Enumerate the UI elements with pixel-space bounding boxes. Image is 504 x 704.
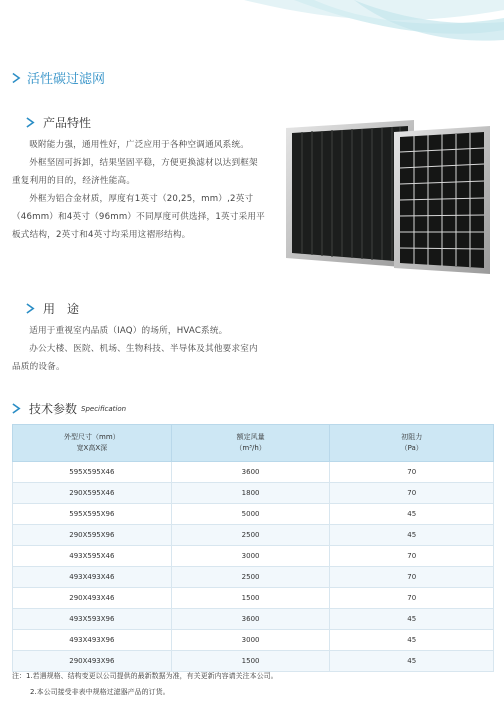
page-title-text: 活性碳过滤网 — [27, 72, 106, 87]
carbon-filter-product-image — [282, 118, 494, 276]
column-header-resistance-line1: 初阻力 — [401, 433, 423, 441]
cell-airflow: 1500 — [171, 651, 330, 672]
cell-resistance: 45 — [330, 651, 494, 672]
cell-resistance: 70 — [330, 567, 494, 588]
table-row — [13, 609, 494, 630]
column-header-airflow-line1: 额定风量 — [236, 433, 265, 441]
spec-heading-en: Specification — [81, 404, 127, 413]
table-row — [13, 567, 494, 588]
usage-heading-text: 用 途 — [43, 302, 80, 316]
chevron-right-icon — [12, 403, 21, 414]
cell-airflow: 3000 — [171, 630, 330, 651]
chevron-right-icon — [12, 72, 21, 84]
cell-resistance: 45 — [330, 525, 494, 546]
footnote-1: 注：1.若遇规格、结构变更以公司提供的最新数据为准，有关更新内容请关注本公司。 — [12, 672, 278, 680]
spec-table — [12, 424, 494, 672]
table-row — [13, 546, 494, 567]
table-row — [13, 588, 494, 609]
cell-airflow: 3600 — [171, 609, 330, 630]
table-row — [13, 630, 494, 651]
table-row — [13, 504, 494, 525]
column-header-resistance-line2: （Pa） — [400, 444, 423, 452]
chevron-right-icon — [26, 117, 35, 128]
features-heading-text: 产品特性 — [43, 116, 92, 130]
cell-resistance: 70 — [330, 483, 494, 504]
cell-resistance: 45 — [330, 504, 494, 525]
column-header-airflow — [171, 425, 330, 462]
footnotes — [12, 668, 278, 700]
usage-paragraph: 办公大楼、医院、机场、生物科技、半导体及其他要求室内品质的设备。 — [12, 344, 258, 372]
cell-airflow: 1500 — [171, 588, 330, 609]
cell-airflow: 2500 — [171, 525, 330, 546]
usage-text — [12, 322, 262, 376]
cell-airflow: 5000 — [171, 504, 330, 525]
column-header-size — [13, 425, 172, 462]
column-header-size-line1: 外型尺寸（mm） — [64, 433, 120, 441]
column-header-resistance — [330, 425, 494, 462]
table-row — [13, 462, 494, 483]
cell-resistance: 70 — [330, 462, 494, 483]
table-row — [13, 525, 494, 546]
footnote-2: 2.本公司接受非表中规格过滤器产品的订货。 — [30, 688, 170, 696]
cell-airflow: 1800 — [171, 483, 330, 504]
features-text — [12, 136, 266, 244]
cell-resistance: 70 — [330, 588, 494, 609]
cell-size: 595X595X46 — [13, 462, 172, 483]
cell-size: 290X493X46 — [13, 588, 172, 609]
features-heading — [26, 114, 91, 131]
cell-resistance: 45 — [330, 609, 494, 630]
spec-heading-text: 技术参数 — [29, 402, 78, 416]
usage-paragraph: 适用于重视室内品质（IAQ）的场所，HVAC系统。 — [29, 326, 228, 336]
spec-heading — [12, 400, 126, 417]
table-row — [13, 483, 494, 504]
cell-resistance: 45 — [330, 630, 494, 651]
cell-size: 493X595X46 — [13, 546, 172, 567]
usage-heading — [26, 300, 79, 317]
spec-table-header-row — [13, 425, 494, 462]
cell-size: 595X595X96 — [13, 504, 172, 525]
page-title — [12, 68, 105, 87]
features-paragraph: 吸附能力强，通用性好，广泛应用于各种空调通风系统。 — [29, 140, 250, 150]
cell-airflow: 2500 — [171, 567, 330, 588]
cell-size: 493X593X96 — [13, 609, 172, 630]
cell-size: 290X493X96 — [13, 651, 172, 672]
chevron-right-icon — [26, 303, 35, 314]
cell-size: 493X493X46 — [13, 567, 172, 588]
cell-size: 493X493X96 — [13, 630, 172, 651]
features-paragraph: 外框坚固可拆卸，结果坚固平稳，方便更换滤材以达到框架重复利用的目的，经济性能高。 — [12, 158, 258, 186]
column-header-size-line2: 宽X高X深 — [76, 444, 108, 452]
header-swoosh-decoration — [204, 0, 504, 50]
cell-size: 290X595X96 — [13, 525, 172, 546]
cell-size: 290X595X46 — [13, 483, 172, 504]
cell-airflow: 3600 — [171, 462, 330, 483]
column-header-airflow-line2: （m³/h） — [235, 444, 266, 452]
cell-airflow: 3000 — [171, 546, 330, 567]
cell-resistance: 70 — [330, 546, 494, 567]
features-paragraph: 外框为铝合金材质，厚度有1英寸（20,25，mm）,2英寸（46mm）和4英寸（96mm）不同厚度可供选择，1英寸采用平板式结构，2英寸和4英寸均采用这褶形结构。 — [12, 194, 265, 240]
